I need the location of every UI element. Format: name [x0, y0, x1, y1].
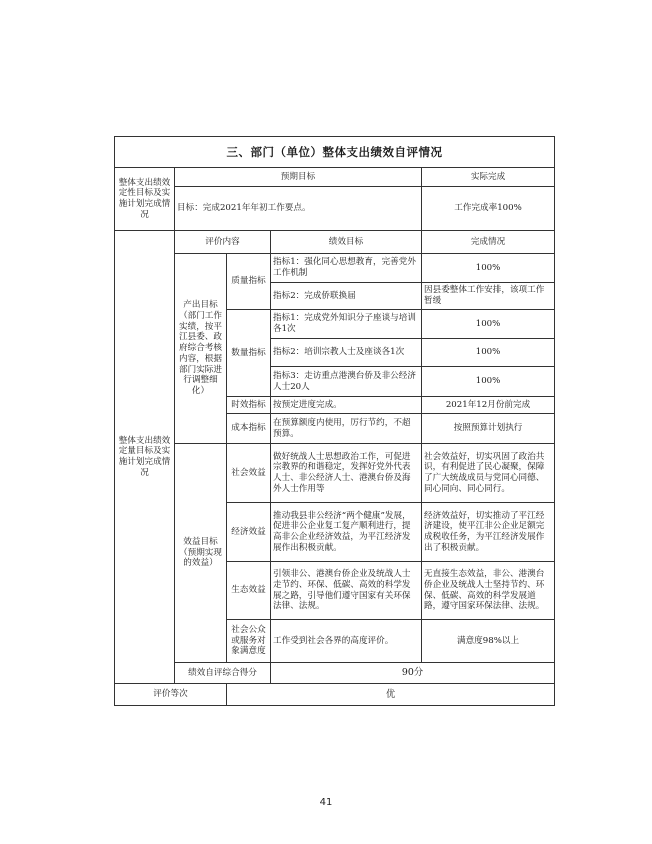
goals-header-row	[115, 168, 555, 187]
economic-status: 经济效益好，切实推动了平江经济建设，使平江非公企业足额完成税收任务，为平江经济发展作出了积极贡献。	[422, 503, 555, 562]
status-header: 完成情况	[422, 231, 555, 254]
social-target: 做好统战人士思想政治工作，可促进宗教界的和谐稳定，发挥好党外代表人士、非公经济人士、港澳台侨及海外人士作用等	[271, 444, 422, 503]
grade-label: 评价等次	[115, 684, 227, 706]
goals-row-label: 整体支出绩效定性目标及实施计划完成情况	[115, 168, 175, 231]
quantity-status-1: 100%	[422, 310, 555, 339]
social-row	[115, 444, 555, 503]
cost-target: 在预算额度内使用，厉行节约，不超预算。	[271, 414, 422, 444]
quantity-target-2: 指标2：培训宗教人士及座谈各1次	[271, 339, 422, 367]
benefit-label: 效益目标（预期实现的效益）	[175, 444, 227, 663]
economic-target: 推动我县非公经济“两个健康”发展，促进非公企业复工复产顺利进行，提高非公企业经济效益，为平江经济发展作出积极贡献。	[271, 503, 422, 562]
content-header: 评价内容	[175, 231, 271, 254]
grade-row	[115, 684, 555, 706]
target-header: 绩效目标	[271, 231, 422, 254]
eco-target: 引领非公、港澳台侨企业及统战人士走节约、环保、低碳、高效的科学发展之路，引导他们遵守国家有关环保法律、法规。	[271, 562, 422, 620]
economic-label: 经济效益	[227, 503, 271, 562]
eval-row-label: 整体支出绩效定量目标及实施计划完成情况	[115, 231, 175, 684]
expected-header: 预期目标	[175, 168, 422, 187]
social-status: 社会效益好，切实巩固了政治共识，有利促进了民心凝聚，保障了广大统战成员与党同心同德、同心同向、同心同行。	[422, 444, 555, 503]
score-value: 90分	[271, 663, 555, 684]
eco-label: 生态效益	[227, 562, 271, 620]
output-label: 产出目标（部门工作实绩，按平江县委、政府综合考核内容，根据部门实际进行调整细化）	[175, 254, 227, 444]
eval-header-row	[115, 231, 555, 254]
quantity-label: 数量指标	[227, 310, 271, 397]
quantity-status-3: 100%	[422, 367, 555, 397]
timeliness-target: 按预定进度完成。	[271, 397, 422, 414]
actual-goal: 工作完成率100%	[422, 187, 555, 231]
quantity-target-1: 指标1：完成党外知识分子座谈与培训各1次	[271, 310, 422, 339]
expected-goal: 目标：完成2021年年初工作要点。	[175, 187, 422, 231]
performance-table	[114, 136, 555, 706]
quality-status-1: 100%	[422, 254, 555, 283]
goals-content-row	[115, 187, 555, 231]
cost-label: 成本指标	[227, 414, 271, 444]
satisfaction-status: 满意度98%以上	[422, 620, 555, 663]
social-label: 社会效益	[227, 444, 271, 503]
title-row	[115, 137, 555, 168]
satisfaction-label: 社会公众或服务对象满意度	[227, 620, 271, 663]
timeliness-status: 2021年12月份前完成	[422, 397, 555, 414]
quality-label: 质量指标	[227, 254, 271, 310]
score-row	[115, 663, 555, 684]
actual-header: 实际完成	[422, 168, 555, 187]
evaluation-sheet	[114, 136, 554, 706]
score-label: 绩效自评综合得分	[175, 663, 271, 684]
satisfaction-target: 工作受到社会各界的高度评价。	[271, 620, 422, 663]
cost-status: 按照预算计划执行	[422, 414, 555, 444]
quality-target-1: 指标1：强化同心思想教育，完善党外工作机制	[271, 254, 422, 283]
quality-row-1	[115, 254, 555, 283]
quality-target-2: 指标2：完成侨联换届	[271, 283, 422, 310]
section-title: 三、部门（单位）整体支出绩效自评情况	[115, 137, 555, 168]
eco-status: 无直接生态效益，非公、港澳台侨企业及统战人士坚持节约、环保、低碳、高效的科学发展道路，遵守国家环保法律、法规。	[422, 562, 555, 620]
timeliness-label: 时效指标	[227, 397, 271, 414]
page-number: 41	[319, 797, 333, 808]
quantity-target-3: 指标3：走访重点港澳台侨及非公经济人士20人	[271, 367, 422, 397]
quantity-status-2: 100%	[422, 339, 555, 367]
grade-value: 优	[227, 684, 555, 706]
quality-status-2: 因县委整体工作安排，该项工作暂缓	[422, 283, 555, 310]
